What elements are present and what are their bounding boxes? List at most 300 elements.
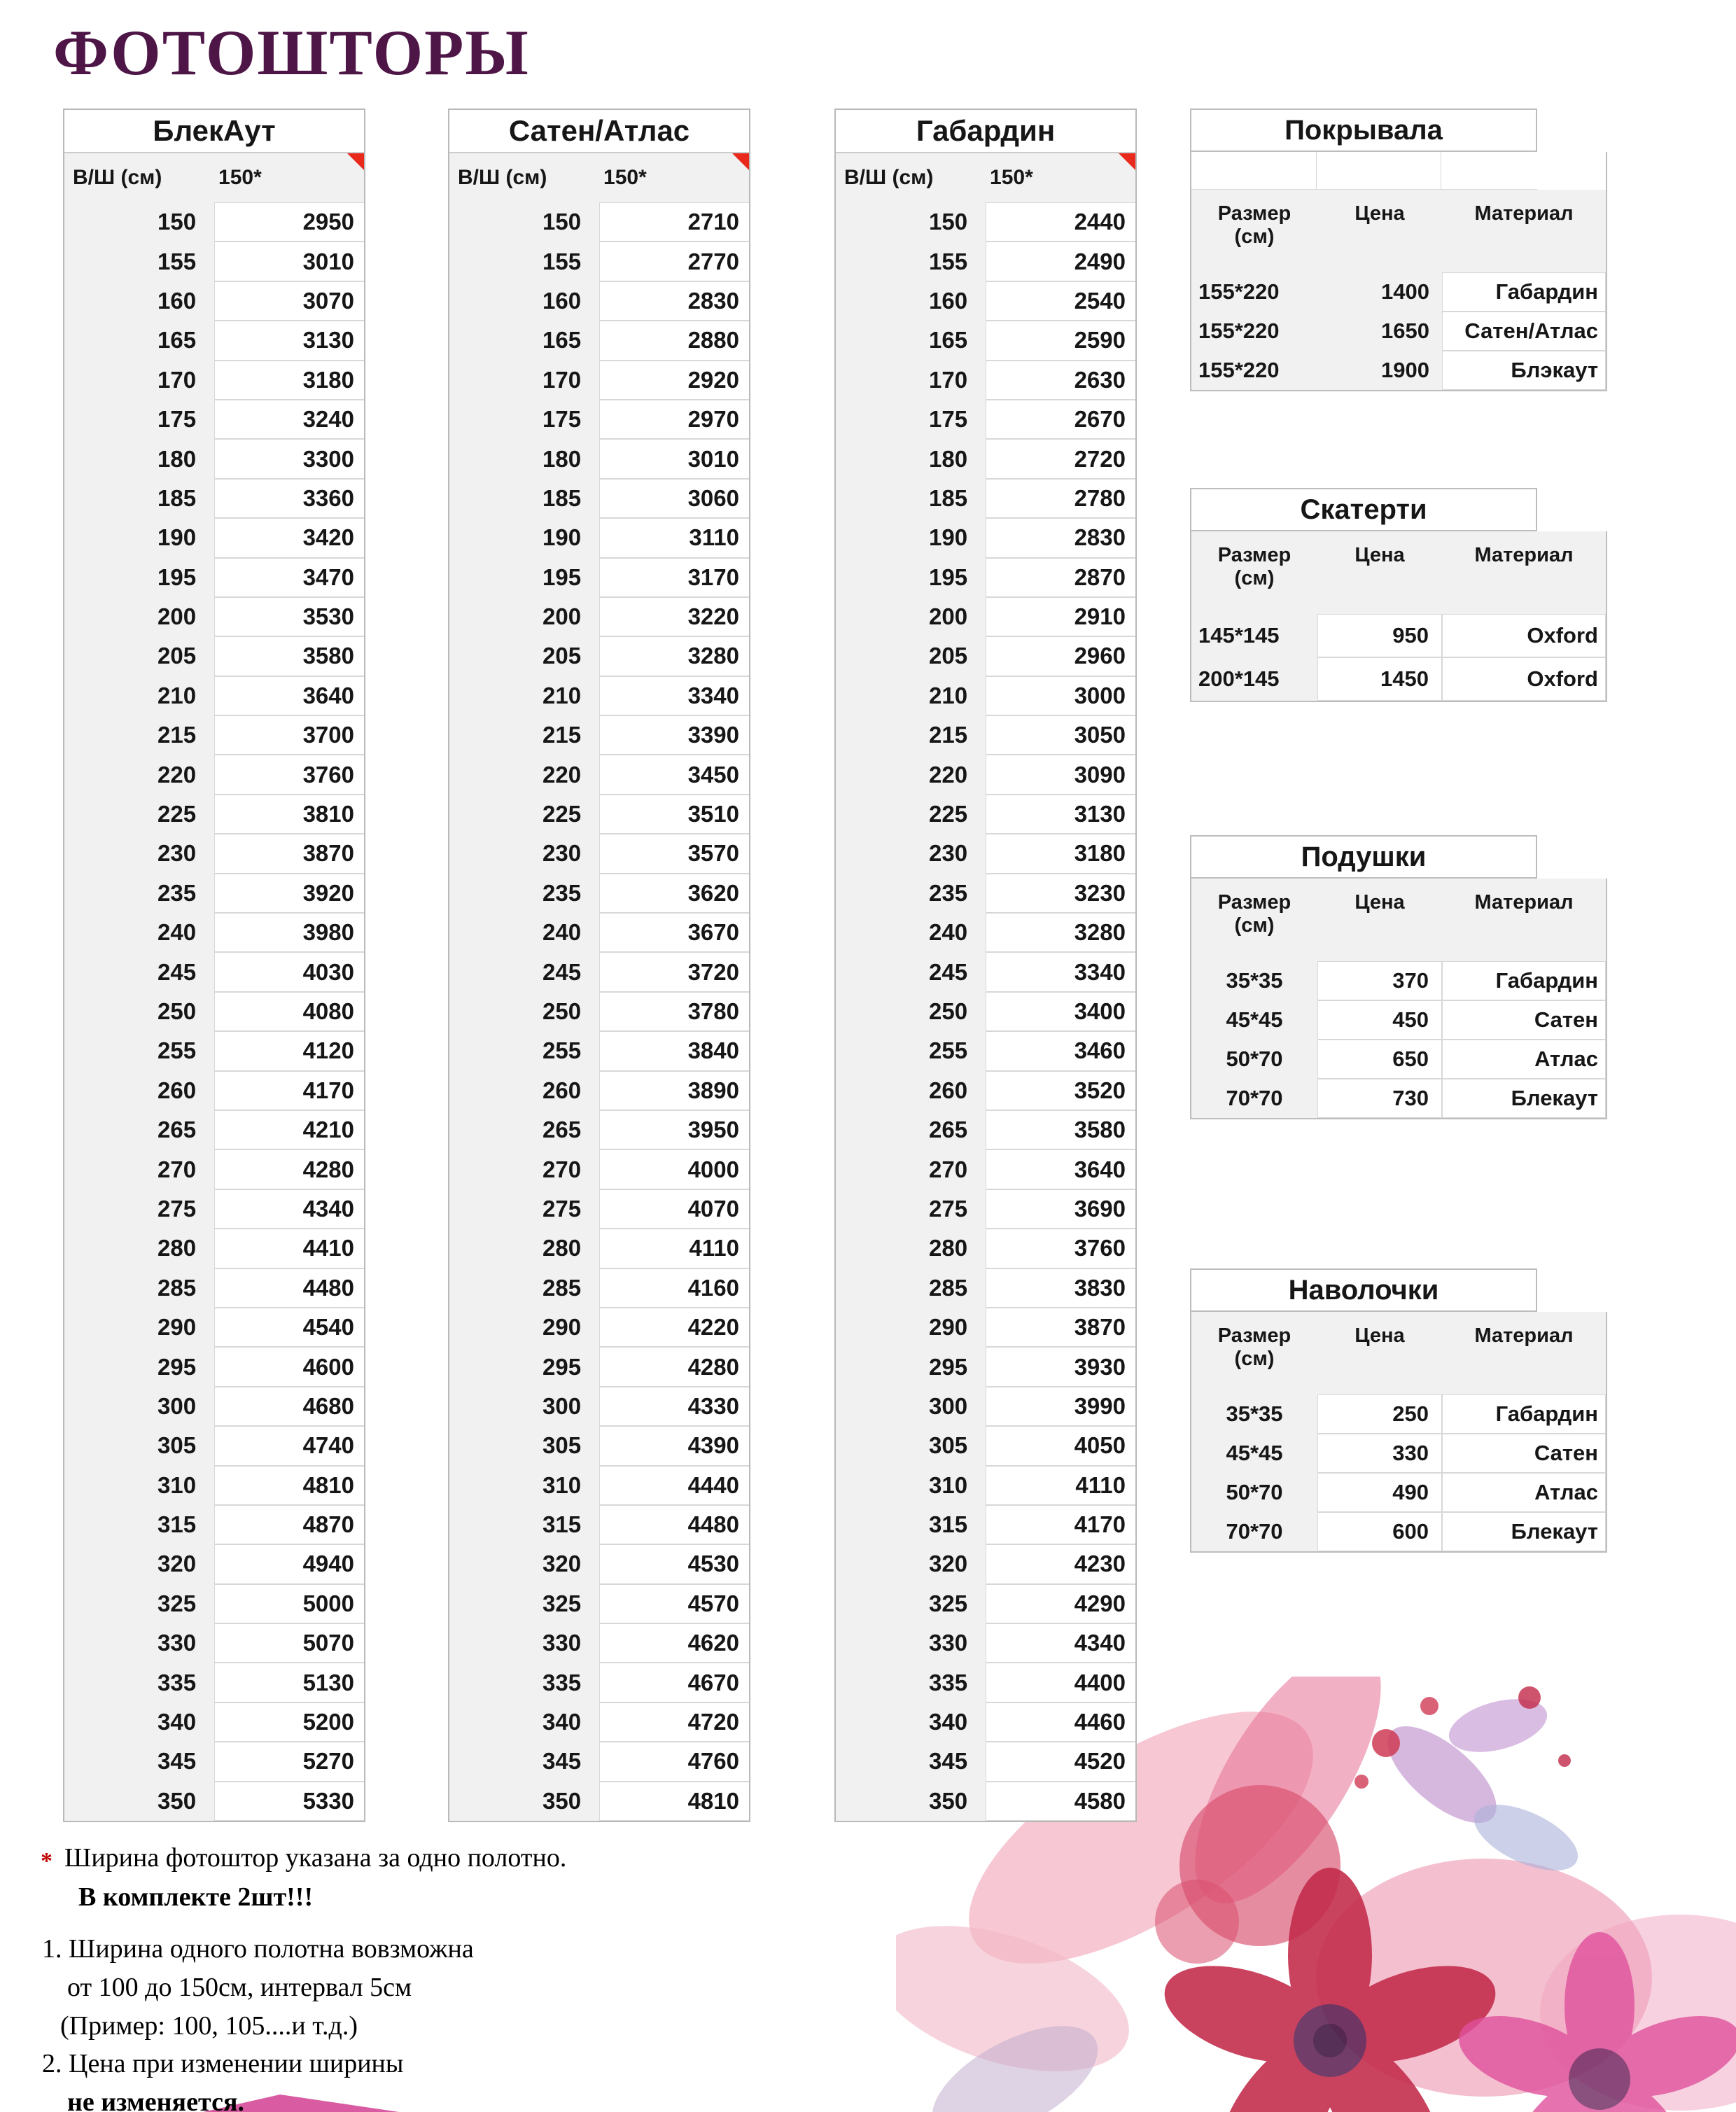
price-cell: 3240 [214, 400, 364, 439]
height-cell: 150 [929, 209, 968, 235]
table-title: Наволочки [1190, 1268, 1537, 1312]
price-cell: 4530 [599, 1544, 749, 1583]
price-cell: 4340 [986, 1623, 1135, 1663]
table-row [836, 202, 1135, 242]
table-row [836, 1466, 1135, 1505]
table-row [1191, 1434, 1606, 1473]
height-cell: 225 [158, 801, 197, 827]
table-row [836, 952, 1135, 991]
price-cell: 2950 [214, 202, 364, 242]
price-cell: 490 [1317, 1473, 1442, 1512]
table-row [64, 202, 364, 242]
height-cell: 250 [542, 998, 582, 1024]
height-cell: 315 [542, 1511, 582, 1538]
table-row [836, 1347, 1135, 1386]
price-cell: 4810 [599, 1782, 749, 1821]
price-table-blackout [63, 109, 365, 1822]
height-cell: 215 [929, 722, 968, 748]
height-cell: 230 [158, 840, 197, 867]
height-cell: 170 [929, 366, 968, 393]
price-cell: 3070 [214, 281, 364, 321]
table-row [836, 1663, 1135, 1702]
table-row [449, 1782, 749, 1821]
price-cell: 3520 [986, 1071, 1135, 1110]
price-cell: 3720 [599, 952, 749, 991]
table-header-row [64, 153, 364, 202]
height-cell: 180 [542, 445, 582, 472]
table-row [64, 1466, 364, 1505]
table-row [64, 676, 364, 715]
table-header-row [1191, 879, 1606, 961]
table-title: Габардин [836, 110, 1135, 153]
size-cell: 35*35 [1191, 961, 1317, 1000]
height-cell: 190 [542, 524, 582, 551]
height-cell: 300 [929, 1392, 968, 1419]
footnote-2-line1: 2. Цена при изменении ширины [42, 2049, 404, 2078]
table-row [64, 242, 364, 281]
table-row [64, 1505, 364, 1544]
height-cell: 350 [929, 1787, 968, 1814]
price-cell: 4580 [986, 1782, 1135, 1821]
price-cell: 3920 [214, 874, 364, 913]
height-cell: 170 [158, 366, 197, 393]
price-cell: 2880 [599, 321, 749, 360]
price-cell: 2830 [986, 518, 1135, 557]
price-cell: 3130 [986, 795, 1135, 834]
price-cell: 3620 [599, 874, 749, 913]
table-row [449, 281, 749, 321]
table-row [449, 874, 749, 913]
height-cell: 225 [929, 801, 968, 827]
price-cell: 4540 [214, 1308, 364, 1347]
price-cell: 2920 [599, 361, 749, 400]
price-cell: 4050 [986, 1426, 1135, 1465]
price-cell: 3000 [986, 676, 1135, 715]
table-row [449, 913, 749, 952]
table-row [836, 597, 1135, 636]
table-grid [1190, 152, 1607, 391]
price-cell: 2490 [986, 242, 1135, 281]
price-cell: 4600 [214, 1347, 364, 1386]
table-row [836, 715, 1135, 755]
table-row [64, 439, 364, 478]
height-cell: 210 [158, 682, 197, 708]
height-cell: 245 [158, 958, 197, 985]
table-row [449, 400, 749, 439]
height-cell: 220 [542, 761, 582, 788]
header-material: Материал [1474, 202, 1574, 225]
price-cell: 600 [1317, 1512, 1442, 1551]
price-cell: 4030 [214, 952, 364, 991]
table-row [1191, 272, 1606, 312]
price-cell: 4740 [214, 1426, 364, 1465]
header-price: Цена [1354, 1324, 1405, 1347]
table-header-row [1191, 531, 1606, 614]
header-size: Размер (см) [1217, 202, 1292, 248]
table-row [836, 1229, 1135, 1268]
price-cell: 2960 [986, 636, 1135, 676]
price-cell: 4810 [214, 1466, 364, 1505]
table-row [836, 1584, 1135, 1623]
height-cell: 275 [542, 1195, 582, 1222]
price-cell: 5270 [214, 1742, 364, 1781]
material-cell: Oxford [1442, 614, 1606, 657]
height-cell: 285 [542, 1274, 582, 1301]
price-cell: 4480 [599, 1505, 749, 1544]
height-cell: 335 [929, 1669, 968, 1695]
table-row [64, 1544, 364, 1583]
height-cell: 320 [158, 1551, 197, 1577]
price-cell: 2710 [599, 202, 749, 242]
table-row [836, 1742, 1135, 1781]
price-cell: 2440 [986, 202, 1135, 242]
table-row [64, 1347, 364, 1386]
table-row [836, 1387, 1135, 1426]
price-cell: 2630 [986, 361, 1135, 400]
header-height-label: В/Ш (см) [844, 166, 934, 189]
height-cell: 280 [929, 1235, 968, 1261]
price-cell: 3830 [986, 1268, 1135, 1308]
table-row [449, 1623, 749, 1663]
height-cell: 155 [158, 248, 197, 274]
height-cell: 340 [158, 1709, 197, 1735]
table-row [1191, 961, 1606, 1000]
header-width-label: 150* [603, 166, 647, 189]
size-cell: 50*70 [1191, 1473, 1317, 1512]
table-row [449, 1189, 749, 1229]
size-cell: 200*145 [1191, 657, 1317, 701]
price-cell: 3950 [599, 1110, 749, 1149]
price-cell: 4330 [599, 1387, 749, 1426]
table-body [1191, 961, 1606, 1118]
price-cell: 1900 [1317, 351, 1442, 390]
table-row [449, 1466, 749, 1505]
table-row [1191, 614, 1606, 657]
price-cell: 3570 [599, 834, 749, 873]
height-cell: 275 [929, 1195, 968, 1222]
price-cell: 4390 [599, 1426, 749, 1465]
price-cell: 4720 [599, 1702, 749, 1742]
price-cell: 4680 [214, 1387, 364, 1426]
height-cell: 325 [158, 1590, 197, 1616]
price-cell: 2910 [986, 597, 1135, 636]
table-grid [1190, 531, 1607, 702]
table-row [449, 361, 749, 400]
height-cell: 265 [929, 1117, 968, 1143]
header-width-label: 150* [990, 166, 1033, 189]
header-width-label: 150* [218, 166, 262, 189]
table-row [836, 1426, 1135, 1465]
height-cell: 205 [542, 643, 582, 669]
price-table-tablecloths [1190, 488, 1607, 702]
price-cell: 2590 [986, 321, 1135, 360]
height-cell: 185 [542, 484, 582, 511]
price-cell: 4170 [214, 1071, 364, 1110]
material-cell: Блекаут [1442, 1079, 1606, 1118]
price-cell: 3870 [214, 834, 364, 873]
price-cell: 3640 [986, 1149, 1135, 1189]
size-cell: 155*220 [1191, 351, 1317, 390]
table-row [836, 321, 1135, 360]
table-row [64, 1149, 364, 1189]
height-cell: 230 [542, 840, 582, 867]
table-row [1191, 1079, 1606, 1118]
price-cell: 3760 [214, 755, 364, 794]
size-cell: 45*45 [1191, 1000, 1317, 1040]
price-cell: 4480 [214, 1268, 364, 1308]
table-row [449, 479, 749, 518]
height-cell: 340 [929, 1709, 968, 1735]
price-cell: 2830 [599, 281, 749, 321]
height-cell: 175 [929, 406, 968, 433]
price-cell: 3450 [599, 755, 749, 794]
table-row [449, 1308, 749, 1347]
footnote-2-line2: не изменяется. [67, 2087, 245, 2112]
table-row [64, 1584, 364, 1623]
height-cell: 260 [929, 1077, 968, 1103]
table-row [449, 518, 749, 557]
price-cell: 4570 [599, 1584, 749, 1623]
material-cell: Сатен/Атлас [1442, 312, 1606, 351]
size-cell: 35*35 [1191, 1394, 1317, 1434]
price-cell: 250 [1317, 1394, 1442, 1434]
footnote-1-line3: (Пример: 100, 105....и т.д.) [60, 2011, 358, 2041]
height-cell: 265 [158, 1117, 197, 1143]
table-row [449, 952, 749, 991]
height-cell: 235 [158, 879, 197, 906]
table-row [449, 636, 749, 676]
price-cell: 2780 [986, 479, 1135, 518]
size-cell: 70*70 [1191, 1079, 1317, 1118]
header-size: Размер (см) [1217, 544, 1292, 589]
price-cell: 3640 [214, 676, 364, 715]
page-title: ФОТОШТОРЫ [53, 17, 530, 88]
price-cell: 3400 [986, 992, 1135, 1031]
price-cell: 3700 [214, 715, 364, 755]
table-row [1191, 351, 1606, 390]
height-cell: 250 [158, 998, 197, 1024]
price-cell: 3220 [599, 597, 749, 636]
comment-marker-icon [347, 153, 364, 170]
material-cell: Атлас [1442, 1473, 1606, 1512]
table-row [449, 1426, 749, 1465]
price-cell: 2670 [986, 400, 1135, 439]
height-cell: 295 [542, 1353, 582, 1380]
material-cell: Сатен [1442, 1434, 1606, 1473]
table-row [449, 1071, 749, 1110]
height-cell: 325 [542, 1590, 582, 1616]
price-cell: 3690 [986, 1189, 1135, 1229]
table-row [64, 636, 364, 676]
table-row [64, 281, 364, 321]
price-cell: 370 [1317, 961, 1442, 1000]
price-cell: 3230 [986, 874, 1135, 913]
price-cell: 3980 [214, 913, 364, 952]
table-row [836, 795, 1135, 834]
price-cell: 4230 [986, 1544, 1135, 1583]
table-row [836, 281, 1135, 321]
price-cell: 3170 [599, 558, 749, 597]
height-cell: 260 [158, 1077, 197, 1103]
height-cell: 335 [542, 1669, 582, 1695]
height-cell: 235 [542, 879, 582, 906]
table-body [1191, 272, 1606, 390]
table-title: Сатен/Атлас [449, 110, 749, 153]
table-row [836, 1623, 1135, 1663]
height-cell: 295 [158, 1353, 197, 1380]
height-cell: 255 [929, 1037, 968, 1064]
height-cell: 235 [929, 879, 968, 906]
price-cell: 3890 [599, 1071, 749, 1110]
height-cell: 320 [542, 1551, 582, 1577]
price-cell: 4400 [986, 1663, 1135, 1702]
table-row [64, 361, 364, 400]
price-cell: 3510 [599, 795, 749, 834]
price-cell: 5070 [214, 1623, 364, 1663]
price-cell: 4410 [214, 1229, 364, 1268]
price-cell: 4080 [214, 992, 364, 1031]
height-cell: 230 [929, 840, 968, 867]
material-cell: Сатен [1442, 1000, 1606, 1040]
table-row [449, 795, 749, 834]
height-cell: 215 [542, 722, 582, 748]
height-cell: 270 [158, 1156, 197, 1182]
height-cell: 270 [929, 1156, 968, 1182]
height-cell: 280 [542, 1235, 582, 1261]
height-cell: 340 [542, 1709, 582, 1735]
table-body [1191, 1394, 1606, 1551]
height-cell: 240 [929, 919, 968, 946]
height-cell: 210 [929, 682, 968, 708]
table-row [449, 558, 749, 597]
price-cell: 3280 [986, 913, 1135, 952]
table-row [449, 755, 749, 794]
table-row [449, 1544, 749, 1583]
height-cell: 255 [158, 1037, 197, 1064]
height-cell: 305 [929, 1432, 968, 1459]
price-cell: 3780 [599, 992, 749, 1031]
table-row [836, 1782, 1135, 1821]
height-cell: 160 [929, 287, 968, 314]
height-cell: 195 [929, 564, 968, 590]
height-cell: 350 [158, 1787, 197, 1814]
table-grid [1190, 879, 1607, 1119]
price-cell: 3060 [599, 479, 749, 518]
height-cell: 165 [542, 327, 582, 354]
height-cell: 175 [542, 406, 582, 433]
price-cell: 3670 [599, 913, 749, 952]
price-cell: 3050 [986, 715, 1135, 755]
header-material: Материал [1474, 891, 1574, 914]
table-row [836, 1308, 1135, 1347]
height-cell: 330 [929, 1630, 968, 1656]
table-row [449, 1347, 749, 1386]
price-cell: 4170 [986, 1505, 1135, 1544]
table-body [836, 202, 1135, 1821]
price-cell: 950 [1317, 614, 1442, 657]
table-row [64, 1229, 364, 1268]
table-row [836, 400, 1135, 439]
price-cell: 4000 [599, 1149, 749, 1189]
table-row [64, 558, 364, 597]
footnote-star-line2: В комплекте 2шт!!! [78, 1882, 314, 1912]
table-row [449, 1149, 749, 1189]
table-row [64, 1189, 364, 1229]
price-cell: 4220 [599, 1308, 749, 1347]
table-row [449, 242, 749, 281]
price-cell: 330 [1317, 1434, 1442, 1473]
price-cell: 4210 [214, 1110, 364, 1149]
header-price: Цена [1354, 891, 1405, 914]
height-cell: 335 [158, 1669, 197, 1695]
height-cell: 305 [158, 1432, 197, 1459]
height-cell: 215 [158, 722, 197, 748]
height-cell: 270 [542, 1156, 582, 1182]
price-table-pillowcases [1190, 1268, 1607, 1553]
height-cell: 330 [158, 1630, 197, 1656]
price-cell: 3870 [986, 1308, 1135, 1347]
header-height-label: В/Ш (см) [458, 166, 547, 189]
table-row [836, 1031, 1135, 1070]
table-row [64, 518, 364, 557]
table-row [64, 1071, 364, 1110]
height-cell: 220 [929, 761, 968, 788]
footnote-1-line1: 1. Ширина одного полотна вовзможна [42, 1934, 474, 1964]
table-row [64, 321, 364, 360]
material-cell: Блекаут [1442, 1512, 1606, 1551]
height-cell: 170 [542, 366, 582, 393]
height-cell: 200 [158, 603, 197, 630]
table-row [836, 242, 1135, 281]
price-cell: 3090 [986, 755, 1135, 794]
height-cell: 250 [929, 998, 968, 1024]
table-row [64, 597, 364, 636]
table-row [836, 676, 1135, 715]
material-cell: Габардин [1442, 1394, 1606, 1434]
table-row [64, 1663, 364, 1702]
price-cell: 3580 [214, 636, 364, 676]
price-cell: 2540 [986, 281, 1135, 321]
price-cell: 3840 [599, 1031, 749, 1070]
height-cell: 295 [929, 1353, 968, 1380]
price-cell: 450 [1317, 1000, 1442, 1040]
price-cell: 650 [1317, 1040, 1442, 1079]
height-cell: 245 [929, 958, 968, 985]
price-cell: 4120 [214, 1031, 364, 1070]
height-cell: 290 [158, 1314, 197, 1341]
table-row [836, 636, 1135, 676]
table-row [1191, 312, 1606, 351]
size-cell: 50*70 [1191, 1040, 1317, 1079]
price-cell: 3180 [214, 361, 364, 400]
price-cell: 4520 [986, 1742, 1135, 1781]
height-cell: 150 [542, 209, 582, 235]
price-cell: 1450 [1317, 657, 1442, 701]
comment-marker-icon [732, 153, 749, 170]
table-row [1191, 1040, 1606, 1079]
table-row [64, 1387, 364, 1426]
table-row [836, 1544, 1135, 1583]
table-header-row [1191, 1312, 1606, 1394]
price-cell: 2770 [599, 242, 749, 281]
size-cell: 45*45 [1191, 1434, 1317, 1473]
price-cell: 3010 [599, 439, 749, 478]
table-row [836, 913, 1135, 952]
price-cell: 2870 [986, 558, 1135, 597]
height-cell: 185 [158, 484, 197, 511]
height-cell: 350 [542, 1787, 582, 1814]
price-cell: 3460 [986, 1031, 1135, 1070]
